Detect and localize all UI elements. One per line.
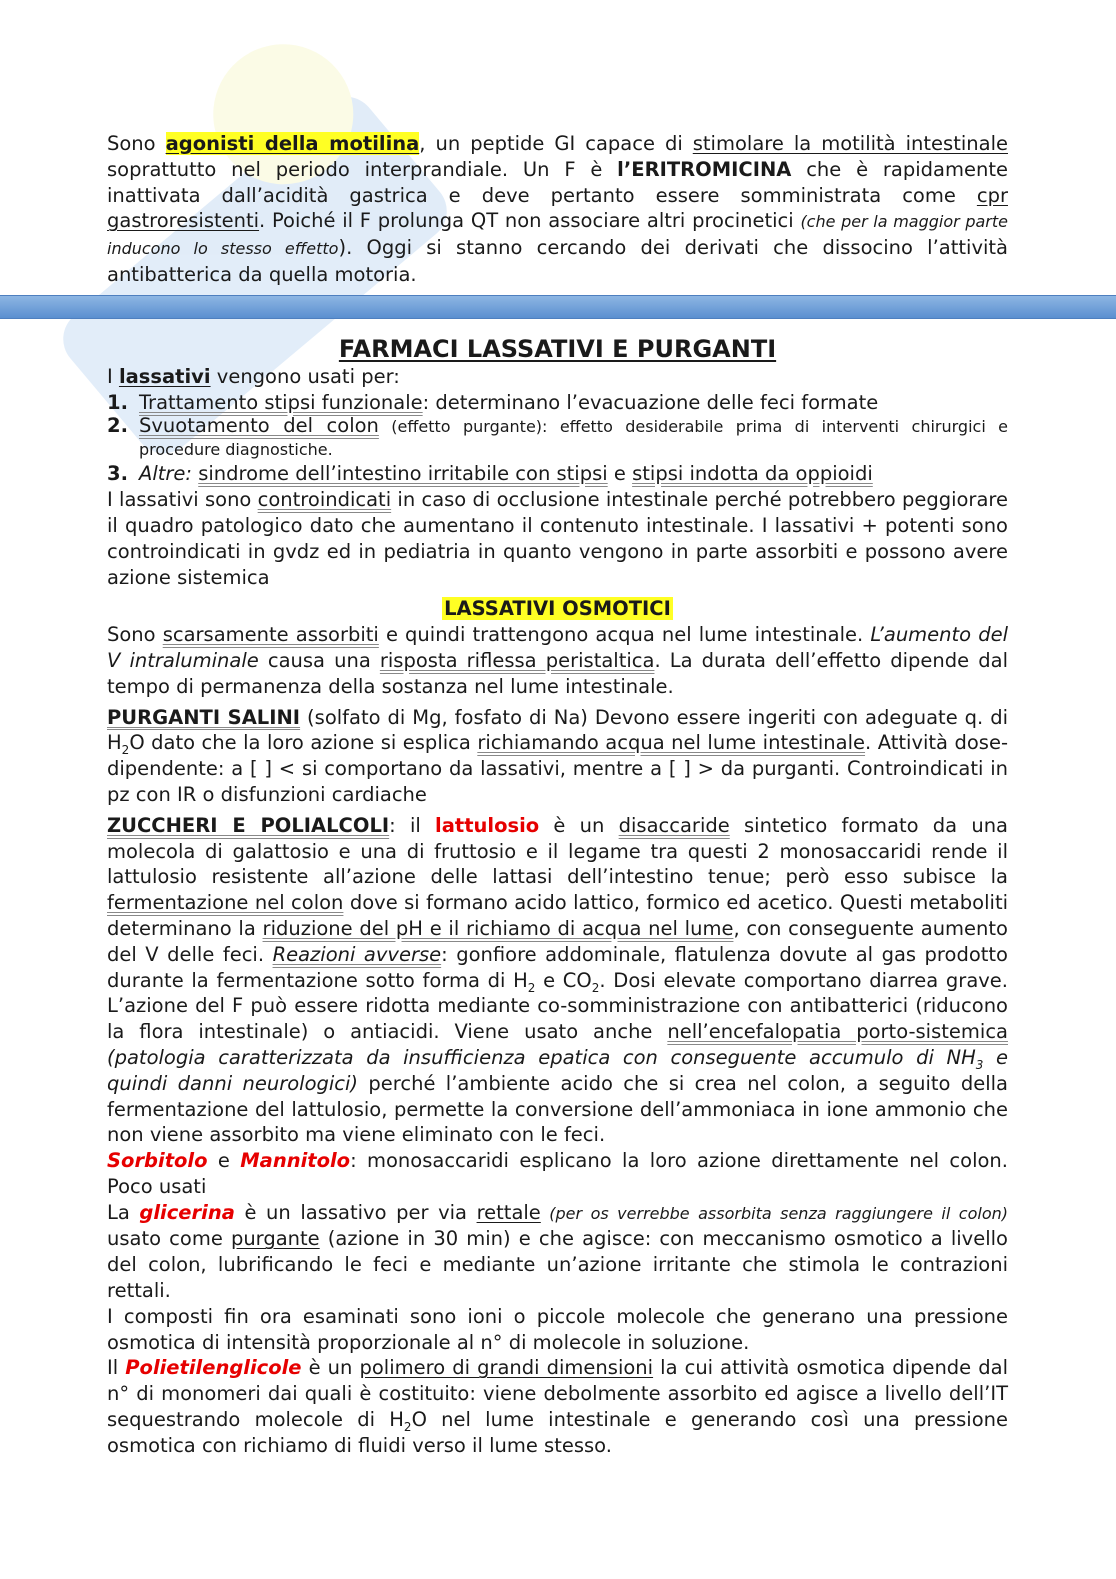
glicerina-paragraph: La glicerina è un lassativo per via rettale (per os verrebbe assorbita senza raggiungere il colon) usato come purgante (azione in 30 min) e che agisce: con meccanismo osmotico a livello del colon, lubrificando le feci e mediante un’azione irritante che stimola le contrazioni rettali. [107,1200,1008,1303]
composti-paragraph: I composti fin ora esaminati sono ioni o piccole molecole che generano una pressione osmotica di intensità proporzionale al n° di molecole in soluzione. [107,1304,1008,1354]
uses-intro: I lassativi vengono usati per: [107,364,400,388]
zuccheri-paragraph: ZUCCHERI E POLIALCOLI: il lattulosio è un disaccaride sintetico formato da una molecola di galattosio e una di fruttosio e il legame tra questi 2 monosaccaridi rende il lattulosio resistente all’azione delle lattasi dell’intestino tenue; però esso subisce la fermentazione nel colon dove si formano acido lattico, formico ed acetico. Questi metaboliti determinano la riduzione del pH e il richiamo di acqua nel lume, con conseguente aumento del V delle feci. Reazioni avverse: gonfiore addominale, flatulenza dovute al gas prodotto durante la fermentazione sotto forma di $H_2$ e $CO_2$. Dosi elevate comportano diarrea grave. L’azione del F può essere ridotta mediante co-somministrazione con antibatterici (riducono la flora intestinale) o antiacidi. Viene usato anche nell’encefalopatia porto-sistemica (patologia caratterizzata da insufficienza epatica con conseguente accumulo di $NH_3$ e quindi danni neurologici) perché l’ambiente acido che si crea nel colon, a seguito della fermentazione del lattulosio, permette la conversione dell’ammoniaca in ione ammonio che non viene assorbito ma viene eliminato con le feci. [107,813,1009,1147]
osmotic-paragraph: Sono scarsamente assorbiti e quindi trattengono acqua nel lume intestinale. L’aumento del V intraluminale causa una risposta riflessa peristaltica. La durata dell’effetto dipende dal tempo di permanenza della sostanza nel lume intestinale. [107,623,1009,698]
salini-paragraph: PURGANTI SALINI (solfato di Mg, fosfato di Na) Devono essere ingeriti con adeguate q. di $H_2O$ dato che la loro azione si esplica richiamando acqua nel lume intestinale. Attività dose-dipendente: a [ ] < si comportano da lassativi, mentre a [ ] > da purganti. Controindicati in pz con IR o disfunzioni cardiache [107,705,1008,806]
agonisti-highlight: agonisti della motilina [165,132,420,155]
sorbitolo-paragraph: Sorbitolo e Mannitolo: monosaccaridi esplicano la loro azione direttamente nel colon. Poco usati [107,1149,1008,1198]
list-item: 3. Altre: sindrome dell’intestino irritabile con stipsi e stipsi indotta da oppioidi [107,462,873,486]
section-title: FARMACI LASSATIVI E PURGANTI [338,334,777,363]
document-body [107,131,1008,1459]
uses-list [107,390,1008,488]
list-item: 1. Trattamento stipsi funzionale: determinano l’evacuazione delle feci formate [107,390,879,414]
intro-paragraph: Sono agonisti della motilina, un peptide GI capace di stimolare la motilità intestinale soprattutto nel periodo interprandiale. Un F è l’ERITROMICINA che è rapidamente inattivata dall’acidità gastrica e deve pertanto essere somministrata come cpr gastroresistenti. Poiché il F prolunga QT non associare altri procinetici (che per la maggior parte inducono lo stesso effetto). Oggi si stanno cercando dei derivati che dissocino l’attività antibatterica da quella motoria. [107,132,1008,286]
contraindications-paragraph: I lassativi sono controindicati in caso di occlusione intestinale perché potrebbero peggiorare il quadro patologico dato che aumentano il contenuto intestinale. I lassativi + potenti sono controindicati in gvdz ed in pediatria in quanto vengono in parte assorbiti e possono avere azione sistemica [107,488,1008,589]
osmotic-title: LASSATIVI OSMOTICI [444,597,671,621]
peg-paragraph: Il Polietilenglicole è un polimero di grandi dimensioni la cui attività osmotica dipende dal n° di monomeri dai quali è costituito: viene debolmente assorbito ed agisce a livello dell’IT sequestrando molecole di $H_2O$ nel lume intestinale e generando così una pressione osmotica con richiamo di fluidi verso il lume stesso. [107,1356,1008,1457]
list-item: 2. Svuotamento del colon (effetto purgante): effetto desiderabile prima di interventi chirurgici e procedure diagnostiche. [107,414,1009,460]
